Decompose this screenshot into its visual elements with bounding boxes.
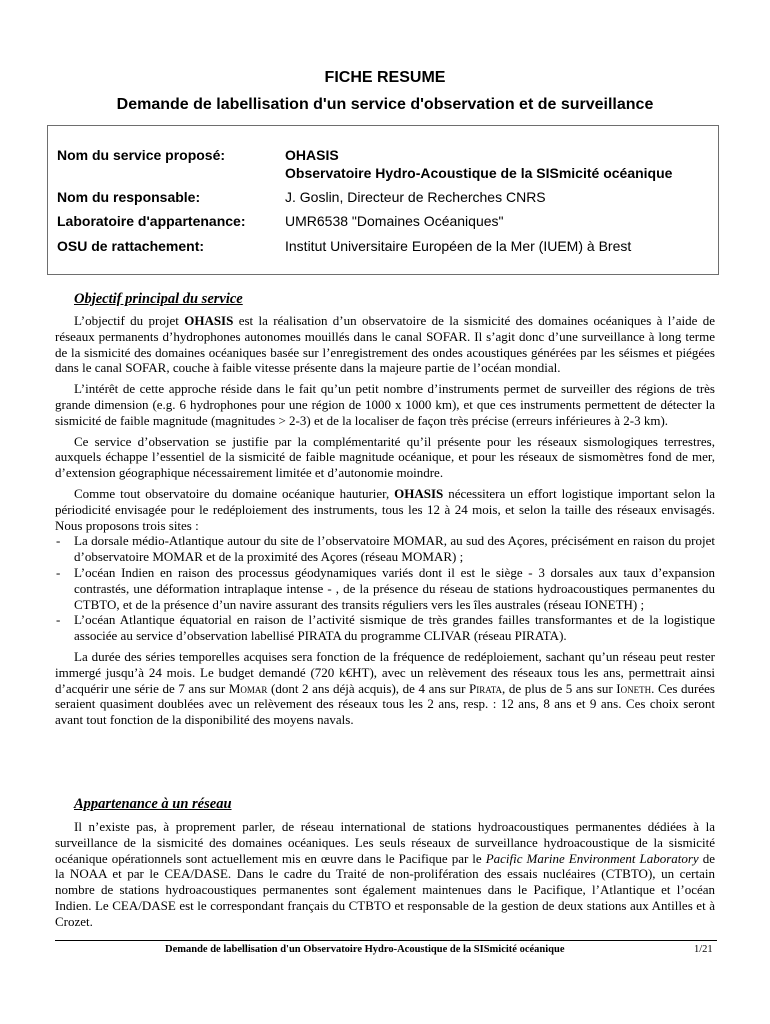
text-span: de la NOAA et par le CEA/DASE. Dans le cadre du Traité de non-prolifération des essais nucléaires (CTBTO), un certain nombre de stations hydroacoustiques permanentes sont également maintenues dans le Pacifique, l’Atlantique et l’océan Indien. Le CEA/DASE est le correspondant français du CTBTO et responsable de la gestion de deux stations aux Antilles et à Crozet. bbox=[55, 850, 715, 929]
network-name: Pirata bbox=[468, 680, 502, 696]
document-title: FICHE RESUME bbox=[324, 69, 446, 86]
network-name: Ioneth bbox=[616, 680, 652, 696]
service-name-value bbox=[285, 146, 672, 182]
text-span: , de plus de 5 ans sur bbox=[502, 680, 617, 696]
list-item-text: L’océan Indien en raison des processus géodynamiques variés dont il est le siège - 3 dorsales aux taux d’expansion contrastés, une déformation intraplaque intense - , de la présence du réseau de stations hydroacoustiques permanentes du CTBTO, et de la présence d’un navire assurant des transits réguliers vers les îles australes (réseau IONETH) ; bbox=[74, 564, 715, 612]
responsable-label: Nom du responsable: bbox=[57, 189, 201, 205]
service-full-name: Observatoire Hydro-Acoustique de la SISmicité océanique bbox=[285, 165, 673, 181]
paragraph-appartenance-1 bbox=[55, 819, 715, 930]
section-title-objectif: Objectif principal du service bbox=[74, 291, 243, 307]
paragraph-objectif-4 bbox=[55, 486, 715, 533]
text-span: nécessitera un effort logistique important selon la périodicité envisagée pour le redéploiement des instruments, tous les 12 à 24 mois, et selon la taille des réseaux envisagés. Nous proposons trois sites : bbox=[55, 485, 715, 533]
paragraph-objectif-2: L’intérêt de cette approche réside dans le fait qu’un petit nombre d’instruments permet de surveiller des régions de très grande dimension (e.g. 6 hydrophones pour une région de 1000 x 1000 km), et que ces instruments permettent de détecter la sismicité de faible magnitude (magnitudes > 2-3) et de la localiser de façon très précise (erreurs inférieures à 2-3 km). bbox=[55, 381, 715, 428]
service-name-label: Nom du service proposé: bbox=[57, 147, 226, 163]
section-body-objectif bbox=[55, 313, 715, 728]
paragraph-objectif-5 bbox=[55, 649, 715, 728]
list-item-text: La dorsale médio-Atlantique autour du site de l’observatoire MOMAR, au sud des Açores, précisément en raison du projet d’observatoire MOMAR et de la proximité des Açores (réseau MOMAR) ; bbox=[74, 533, 715, 565]
text-span: L’objectif du projet bbox=[74, 313, 185, 328]
footer-divider bbox=[55, 940, 717, 941]
page-number: 1/21 bbox=[694, 944, 713, 955]
text-span: Il n’existe pas, à proprement parler, de réseau international de stations hydroacoustiques permanentes dédiées à la surveillance de la sismicité des domaines océaniques. Les seuls réseaux de surveillance hydroacoustique de la sismicité océanique opérationnels sont actuellement mis en œuvre dans le Pacifique par le bbox=[55, 819, 715, 866]
document-subtitle: Demande de labellisation d'un service d'observation et de surveillance bbox=[116, 96, 654, 113]
list-item-momar bbox=[55, 533, 715, 565]
network-name: Momar bbox=[228, 680, 268, 696]
lab-name: Pacific Marine Environment Laboratory bbox=[485, 850, 699, 866]
project-name: OHASIS bbox=[394, 485, 444, 501]
bullet-dash: - bbox=[56, 564, 61, 580]
responsable-value: J. Goslin, Directeur de Recherches CNRS bbox=[285, 189, 546, 205]
laboratoire-value: UMR6538 "Domaines Océaniques" bbox=[285, 213, 504, 229]
osu-label: OSU de rattachement: bbox=[57, 238, 205, 254]
laboratoire-label: Laboratoire d'appartenance: bbox=[57, 213, 246, 229]
text-span: est la réalisation d’un observatoire de la sismicité des domaines océaniques à l’aide de réseaux permanents d’hydrophones autonomes mouillés dans le canal SOFAR. Il s’agit donc d’une surveillance à long terme de la sismicité des domaines océaniques basée sur l’enregistrement des ondes acoustiques générées par les séismes et piégées dans le canal SOFAR, couche à faible vitesse présente dans la majeure partie de l’océan mondial. bbox=[55, 313, 715, 376]
bullet-dash: - bbox=[56, 612, 61, 628]
paragraph-objectif-1 bbox=[55, 313, 715, 376]
list-item-ioneth bbox=[55, 565, 715, 612]
service-info-box bbox=[47, 125, 719, 275]
section-body-appartenance bbox=[55, 819, 715, 930]
list-item-pirata bbox=[55, 612, 715, 644]
text-span: (dont 2 ans déjà acquis), de 4 ans sur bbox=[267, 680, 469, 696]
project-name: OHASIS bbox=[184, 313, 234, 328]
text-span: La durée des séries temporelles acquises sera fonction de la fréquence de redéploiement, sachant qu’un réseau peut rester immergé jusqu’à 24 mois. Le budget demandé (720 k€HT), avec un relèvement des réseaux tous les ans, permettrait ainsi d’acquérir une série de 7 ans sur bbox=[55, 648, 715, 696]
text-span: Comme tout observatoire du domaine océanique hauturier, bbox=[74, 485, 395, 501]
service-acronym: OHASIS bbox=[285, 147, 339, 163]
text-span: . Ces durées seraient quasiment doublées avec un relèvement des réseaux tous les 2 ans, resp. : 12 ans, 8 ans et 9 ans. Ces choix seront avant tout fonction de la disponibilité des moyens navals. bbox=[55, 680, 715, 728]
paragraph-objectif-3: Ce service d’observation se justifie par la complémentarité qu’il présente pour les réseaux sismologiques terrestres, auxquels échappe l’essentiel de la sismicité de faible magnitude océanique, et pour les réseaux de sismomètres fond de mer, d’extension géographique nécessairement limitée et d’autonomie moindre. bbox=[55, 433, 715, 481]
bullet-dash: - bbox=[56, 533, 61, 549]
footer-title: Demande de labellisation d'un Observatoire Hydro-Acoustique de la SISmicité océanique bbox=[165, 944, 565, 955]
section-title-appartenance: Appartenance à un réseau bbox=[74, 796, 232, 812]
list-item-text: L’océan Atlantique équatorial en raison de l’activité sismique de très grandes failles transformantes et de la logistique associée au service d’observation labellisé PIRATA du programme CLIVAR (réseau PIRATA). bbox=[74, 612, 715, 644]
osu-value: Institut Universitaire Européen de la Mer (IUEM) à Brest bbox=[285, 238, 632, 254]
